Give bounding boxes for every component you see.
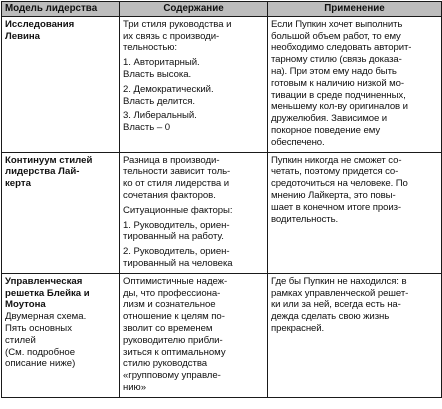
table-row — [2, 16, 442, 152]
content-line: ко от стиля лидерства и — [123, 178, 230, 190]
usage-cell — [268, 16, 442, 152]
table-header — [2, 2, 442, 17]
usage-line: меньшему кол-ву оригиналов и — [271, 101, 408, 113]
usage-line: водительность. — [271, 213, 339, 225]
model-title-line: лидерства Лай- — [5, 166, 80, 178]
content-line: сочетания факторов. — [123, 189, 216, 201]
usage-line: Пупкин никогда не сможет со- — [271, 154, 402, 166]
content-line: тированный на работу. — [123, 231, 224, 243]
usage-line: на). При этом ему надо быть — [271, 65, 397, 77]
content-line: стилю руководства — [123, 358, 208, 370]
table-row — [2, 273, 442, 397]
content-line: 3. Либеральный. — [123, 110, 197, 122]
usage-line: рамках управленческой решет- — [271, 287, 409, 299]
usage-line: Если Пупкин хочет выполнить — [271, 18, 403, 30]
content-line: Власть – 0 — [123, 122, 171, 134]
content-line: Разница в производи- — [123, 154, 220, 166]
usage-line: большой объем работ, то ему — [271, 30, 401, 42]
usage-line: готовым к наличию низкой мо- — [271, 77, 405, 89]
content-line: «групповому управле- — [123, 370, 221, 382]
content-line: тельностью: — [123, 42, 178, 54]
model-title-line: керта — [5, 178, 31, 190]
model-title-line: Континуум стилей — [5, 154, 93, 166]
content-line: Оптимистичные надеж- — [123, 275, 228, 287]
model-title-line: Левина — [5, 30, 40, 42]
usage-cell — [268, 152, 442, 273]
usage-line: прекрасней. — [271, 322, 325, 334]
model-title-line: Исследования — [5, 18, 75, 30]
content-line: ды, что профессиона- — [123, 287, 221, 299]
usage-cell — [268, 273, 442, 397]
content-line: Власть делится. — [123, 95, 195, 107]
content-line: Три стиля руководства и — [123, 18, 232, 30]
model-cell — [2, 273, 120, 397]
content-line: лизм и сознательное — [123, 299, 216, 311]
header-model: Модель лидерства — [2, 2, 120, 17]
usage-line: Где бы Пупкин не находился: в — [271, 275, 407, 287]
table-body — [2, 16, 442, 397]
model-description-line: Пять основных — [5, 322, 73, 334]
usage-line: дружелюбия. Зависимое и — [271, 113, 388, 125]
header-content: Содержание — [120, 2, 268, 17]
usage-line: дежда сделать свою жизнь — [271, 311, 390, 323]
content-line: нию» — [123, 381, 146, 393]
usage-line: средоточиться на человеке. По — [271, 178, 408, 190]
model-title-line: Моутона — [5, 299, 46, 311]
header-usage: Применение — [268, 2, 442, 17]
content-line: Власть высока. — [123, 68, 192, 80]
usage-line: ки или за ней, всегда есть на- — [271, 299, 401, 311]
content-line: 1. Руководитель, ориен- — [123, 219, 230, 231]
header-row — [2, 2, 442, 17]
model-description-line: (См. подробное — [5, 346, 76, 358]
content-line: зиться к оптимальному — [123, 346, 226, 358]
usage-line: покорное поведение ему — [271, 124, 381, 136]
table-row — [2, 152, 442, 273]
content-cell — [120, 152, 268, 273]
content-line: тированный на человека — [123, 257, 233, 269]
usage-line: тивации в среде подчиненных, — [271, 89, 406, 101]
model-cell — [2, 16, 120, 152]
usage-line: мнению Лайкерта, это повы- — [271, 189, 396, 201]
model-title-line: решетка Блейка и — [5, 287, 90, 299]
usage-line: шает в конечном итоге произ- — [271, 201, 402, 213]
model-cell — [2, 152, 120, 273]
content-line: их связь с производи- — [123, 30, 220, 42]
usage-line: необходимо следовать авторит- — [271, 42, 412, 54]
content-line: отношение к целям по- — [123, 311, 225, 323]
model-description-line: стилей — [5, 334, 36, 346]
content-line: зволит со временем — [123, 322, 213, 334]
content-line: 1. Авторитарный. — [123, 57, 200, 69]
model-description-line: описание ниже) — [5, 358, 76, 370]
usage-line: обеспечено. — [271, 136, 325, 148]
content-line: руководителю прибли- — [123, 334, 223, 346]
usage-line: четать, поэтому придется со- — [271, 166, 399, 178]
model-title-line: Управленческая — [5, 275, 83, 287]
usage-line: тарному стилю (связь доказа- — [271, 54, 402, 66]
content-line: 2. Демократический. — [123, 83, 214, 95]
content-cell — [120, 273, 268, 397]
content-line: 2. Руководитель, ориен- — [123, 246, 230, 258]
content-cell — [120, 16, 268, 152]
leadership-models-table — [1, 1, 442, 398]
content-line: тельности зависит толь- — [123, 166, 231, 178]
model-description-line: Двумерная схема. — [5, 311, 87, 323]
content-line: Ситуационные факторы: — [123, 204, 233, 216]
